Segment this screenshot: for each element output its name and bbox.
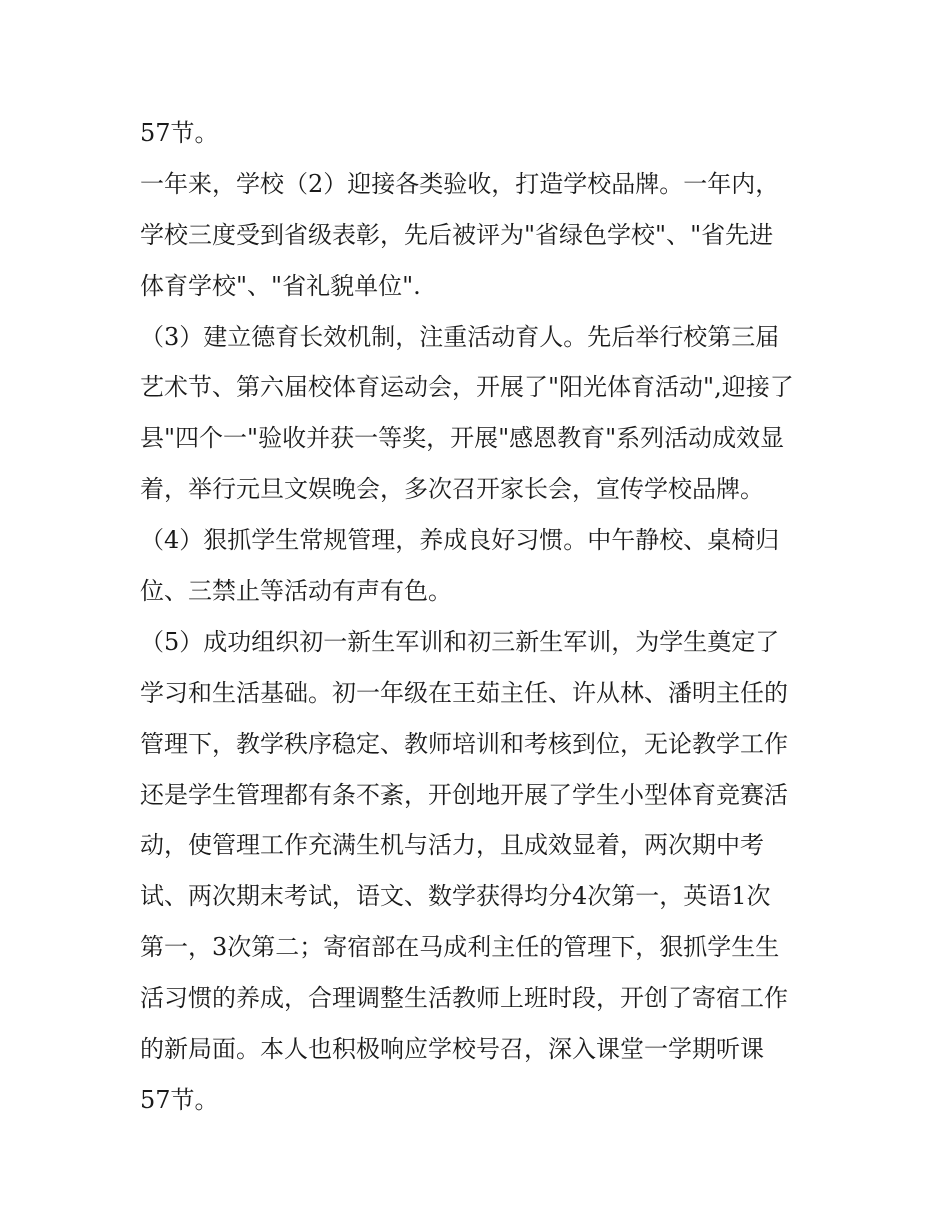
text-line: 57节。 — [140, 1085, 219, 1114]
text-line: 着，举行元旦文娱晚会，多次召开家长会，宣传学校品牌。 — [140, 475, 764, 504]
text-line: 学习和生活基础。初一年级在王茹主任、许从林、潘明主任的 — [140, 678, 788, 707]
text-line: 位、三禁止等活动有声有色。 — [140, 577, 452, 606]
text-line: 还是学生管理都有条不紊，开创地开展了学生小型体育竞赛活 — [140, 780, 788, 809]
text-line: 学校三度受到省级表彰，先后被评为"省绿色学校"、"省先进 — [140, 220, 774, 249]
text-line: 试、两次期末考试，语文、数学获得均分4次第一，英语1次 — [140, 882, 771, 911]
text-line: （3）建立德育长效机制，注重活动育人。先后举行校第三届 — [140, 322, 780, 351]
body-text — [140, 108, 840, 1126]
text-line: 一年来，学校（2）迎接各类验收，打造学校品牌。一年内， — [140, 169, 780, 198]
text-line: 第一，3次第二；寄宿部在马成利主任的管理下，狠抓学生生 — [140, 933, 780, 962]
text-line: 艺术节、第六届校体育运动会，开展了"阳光体育活动",迎接了 — [140, 373, 794, 402]
text-line: 57节。 — [140, 119, 219, 147]
text-line: 县"四个一"验收并获一等奖，开展"感恩教育"系列活动成效显 — [140, 424, 785, 453]
text-line: 动，使管理工作充满生机与活力，且成效显着，两次期中考 — [140, 831, 764, 860]
text-line: 管理下，教学秩序稳定、教师培训和考核到位，无论教学工作 — [140, 729, 788, 758]
text-line: （5）成功组织初一新生军训和初三新生军训，为学生奠定了 — [140, 627, 780, 656]
text-line: （4）狠抓学生常规管理，养成良好习惯。中午静校、桌椅归 — [140, 526, 780, 555]
text-line: 活习惯的养成，合理调整生活教师上班时段，开创了寄宿工作 — [140, 984, 788, 1013]
text-line: 的新局面。本人也积极响应学校号召，深入课堂一学期听课 — [140, 1035, 764, 1064]
text-line: 体育学校"、"省礼貌单位". — [140, 271, 421, 300]
